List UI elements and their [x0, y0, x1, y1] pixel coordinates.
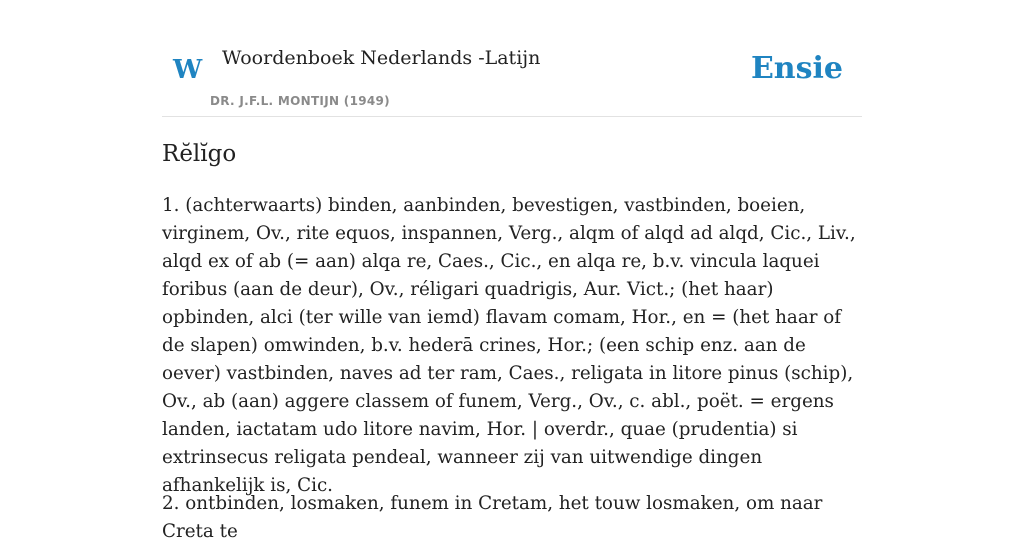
brand-logo[interactable]: Ensie	[750, 51, 843, 86]
page	[162, 0, 862, 542]
definition-1: 1. (achterwaarts) binden, aanbinden, bevestigen, vastbinden, boeien, virginem, Ov., rite equos, inspannen, Verg., alqm of alqd ad alqd, Cic., Liv., alqd ex of ab (= aan) alqa re, Caes., Cic., en alqa re, b.v. vincula laquei foribus (aan de deur), Ov., réligari quadrigis, Aur. Vict.; (het haar) opbinden, alci (ter wille van iemd) flavam comam, Hor., en = (het haar of de slapen) omwinden, b.v. hederā crines, Hor.; (een schip enz. aan de oever) vastbinden, naves ad ter ram, Caes., religata in litore pinus (schip), Ov., ab (aan) aggere classem of funem, Verg., Ov., c. abl., poët. = ergens landen, iactatam udo litore navim, Hor. | overdr., quae (prudentia) si extrinsecus religata pendeal, wanneer zij van uitwendige dingen afhankelijk is, Cic.	[162, 195, 856, 496]
entry-headword: Rĕlĭgo	[162, 141, 237, 167]
definition-2: 2. ontbinden, losmaken, funem in Cretam, het touw losmaken, om naar Creta te	[162, 493, 823, 542]
site-header	[162, 0, 862, 117]
dictionary-logo[interactable]: W	[173, 55, 203, 85]
dictionary-author: DR. J.F.L. MONTIJN (1949)	[210, 94, 390, 108]
dictionary-title[interactable]: Woordenboek Nederlands -Latijn	[222, 47, 541, 69]
